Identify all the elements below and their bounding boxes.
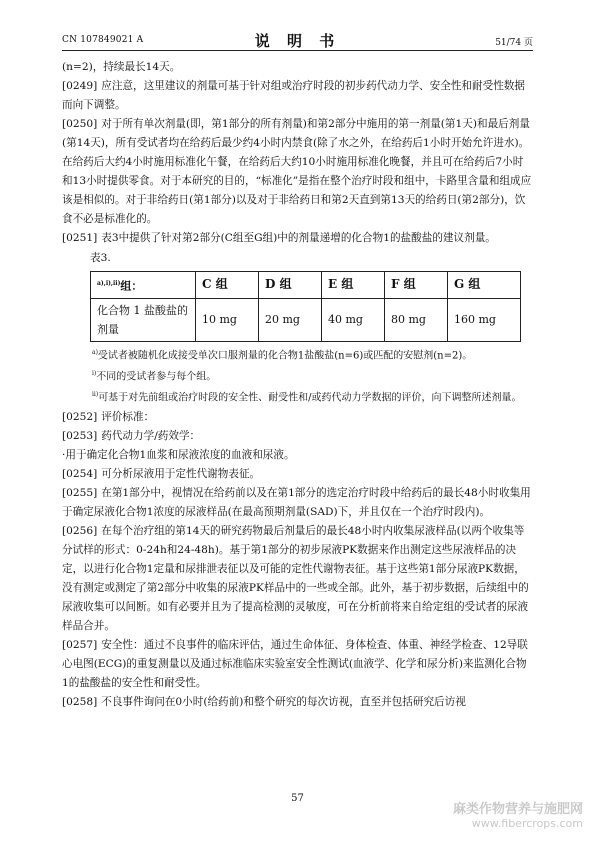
footnote-mark: i) [92,369,97,377]
paragraph-number: [0256] [62,524,98,537]
footnote-mark: ii) [92,391,99,399]
paragraph-0255 [62,484,533,522]
document-title: 说 明 书 [254,32,341,50]
page-counter: 51/74 页 [495,38,533,48]
paragraph-text: 安全性：通过不良事件的临床评估，通过生命体征、身体检查、体重、神经学检查、12导联心电图(ECG)的重复测量以及通过标准临床实验室安全性测试(血液学、化学和尿分析)来监测化合物1的盐酸盐的安全性和耐受性。 [62,638,528,689]
paragraph-number: [0254] [62,467,98,480]
dose-cell: 20 mg [259,298,322,341]
paragraph-number: [0258] [62,695,98,708]
watermark-site-name: 麻类作物营养与施肥网 [452,802,583,817]
page-number: 57 [291,793,304,804]
paragraph-0253 [62,427,533,446]
watermark [453,798,583,830]
footnote-text: 不同的受试者参与每个组。 [96,371,217,383]
document-body [62,58,533,712]
patent-number: CN 107849021 A [62,35,144,45]
table-header-row [91,272,521,299]
paragraph-0252 [62,408,533,427]
table-corner-cell [91,272,196,299]
column-header: F 组 [385,272,448,299]
column-header: G 组 [448,272,521,299]
paragraph-number: [0250] [62,118,98,130]
footnote-mark: a) [92,348,98,356]
paragraph-text: 应注意，这里建议的剂量可基于针对组或治疗时段的初步药代动力学、安全性和耐受性数据而向下调整。 [62,80,525,111]
paragraph-0257 [62,636,533,693]
paragraph-text: 可分析尿液用于定性代谢物表征。 [101,467,261,480]
paragraph-0251 [62,229,533,248]
table-caption: 表3. [90,252,111,264]
paragraph-number: [0253] [62,429,98,442]
table-row [91,298,521,341]
table-footnote-i [92,365,533,386]
paragraph-text: 表3中提供了针对第2部分(C组至G组)中的剂量递增的化合物1的盐酸盐的建议剂量。 [101,232,496,244]
dose-cell: 10 mg [196,298,259,341]
column-header: D 组 [259,272,322,299]
table-footnote-ii [92,386,533,407]
header-divider [62,50,533,51]
paragraph-number: [0257] [62,638,98,651]
paragraph-number: [0251] [62,232,98,244]
bullet-item: ·用于确定化合物1血浆和尿液浓度的血液和尿液。 [62,448,295,461]
column-header: C 组 [196,272,259,299]
dose-cell: 160 mg [448,298,521,341]
paragraph-0256 [62,522,533,636]
row-header: 化合物 1 盐酸盐的剂量 [91,298,196,341]
paragraph-text: 不良事件询问在0小时(给药前)和整个研究的每次访视，直至并包括研究后访视 [101,695,466,708]
paragraph-text: 在每个治疗组的第14天的研究药物最后剂量后的最长48小时内收集尿液样品(以两个收集等分试样的形式：0-24h和24-48h)。基于第1部分的初步尿液PK数据来作出测定这些尿液样品的决定，以进行化合物1定量和尿排泄表征以及可能的定性代谢物表征。基于这些第1部分尿液PK数据，没有测定或测定了第2部分中收集的尿液PK样品中的一些或全部。此外，基于初步数据，后续组中的尿液收集可以间断。如有必要并且为了提高检测的灵敏度，可在分析前将来自给定组的受试者的尿液样品合并。 [62,524,529,632]
dose-cell: 80 mg [385,298,448,341]
paragraph-0249 [62,77,533,115]
paragraph-continuation: (n=2)，持续最长14天。 [62,61,181,73]
watermark-url: www.fibercrops.com [471,817,583,830]
paragraph-number: [0255] [62,486,98,499]
table-footnote-marks: a),i),ii) [97,280,121,287]
paragraph-number: [0249] [62,80,98,92]
paragraph-0254 [62,465,533,484]
paragraph-number: [0252] [62,410,98,423]
paragraph-text: 药代动力学/药效学： [101,429,201,442]
column-header: E 组 [322,272,385,299]
table-footnote-a [92,344,533,365]
paragraph-0258 [62,693,533,712]
paragraph-text: 对于所有单次剂量(即，第1部分的所有剂量)和第2部分中施用的第一剂量(第1天)和最后剂量(第14天)，所有受试者均在给药后最少约4小时内禁食(除了水之外，在给药后1小时开始允许进水)。在给药后大约4小时施用标准化午餐，在给药后大约10小时施用标准化晚餐，并且可在给药后7小时和13小时提供零食。对于本研究的目的，“标准化”是指在整个治疗时段和组中，卡路里含量和组成应该是相似的。对于非给药日(第1部分)以及对于非给药日和第2天直到第13天的给药日(第2部分)，饮食不必是标准化的。 [62,118,532,225]
dose-table [90,271,521,342]
footnote-text: 受试者被随机化成接受单次口服剂量的化合物1盐酸盐(n=6)或匹配的安慰剂(n=2)。 [97,349,473,361]
paragraph-text: 在第1部分中，视情况在给药前以及在第1部分的选定治疗时段中给药后的最长48小时收集用于确定尿液化合物1浓度的尿液样品(在最高预期剂量(SAD)下，并且仅在一个治疗时段内)。 [62,486,531,518]
dose-cell: 40 mg [322,298,385,341]
footnote-text: 可基于对先前组或治疗时段的安全性、耐受性和/或药代动力学数据的评价，向下调整所述剂量。 [98,392,522,404]
paragraph-0250 [62,115,533,229]
group-header-label: 组： [120,279,143,293]
paragraph-text: 评价标准： [101,410,155,423]
